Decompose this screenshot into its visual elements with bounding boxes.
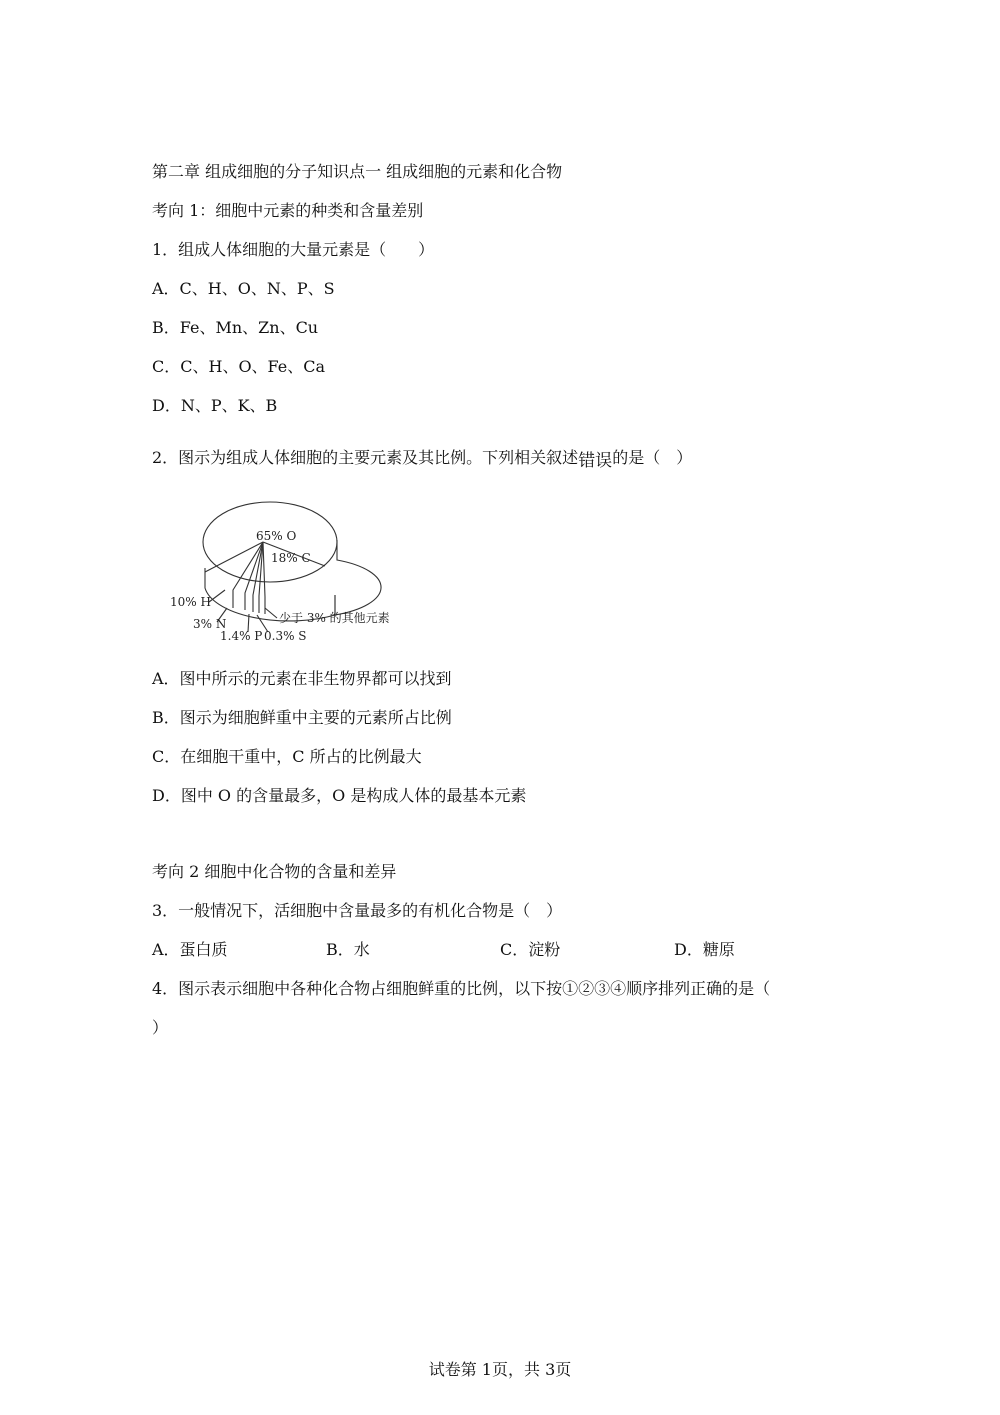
q2-option-a: A．图中所示的元素在非生物界都可以找到	[152, 669, 452, 688]
q1-option-d: D．N、P、K、B	[152, 396, 278, 415]
q1-option-a: A．C、H、O、N、P、S	[152, 279, 335, 298]
q4-stem: 4．图示表示细胞中各种化合物占细胞鲜重的比例，以下按①②③④顺序排列正确的是（	[152, 979, 771, 998]
q2-stem	[152, 448, 693, 471]
q3-option-c: C．淀粉	[500, 940, 561, 959]
slice-boundary-other-2	[263, 542, 265, 614]
q4-stem-continuation: ）	[152, 1018, 169, 1037]
leader-h	[209, 590, 225, 602]
q2-option-b: B．图示为细胞鲜重中主要的元素所占比例	[152, 708, 452, 727]
q2-option-d: D．图中 O 的含量最多，O 是构成人体的最基本元素	[152, 786, 527, 805]
q1-option-c: C．C、H、O、Fe、Ca	[152, 357, 326, 376]
q3-option-b: B．水	[326, 940, 370, 959]
element-pie-chart	[165, 500, 405, 650]
q3-option-a: A．蛋白质	[152, 940, 228, 959]
pie-right-side	[335, 540, 381, 615]
q2-option-c: C．在细胞干重中，C 所占的比例最大	[152, 747, 422, 766]
label-s: 0.3% S	[264, 629, 307, 643]
q1-stem: 1．组成人体细胞的大量元素是（ ）	[152, 240, 435, 259]
section-title-1: 考向 1：细胞中元素的种类和含量差别	[152, 201, 424, 220]
label-h: 10% H	[170, 595, 211, 609]
q2-stem-prefix: 2．图示为组成人体细胞的主要元素及其比例。下列相关叙述	[152, 448, 579, 467]
page-footer: 试卷第 1页，共 3页	[428, 1360, 572, 1379]
q3-stem: 3．一般情况下，活细胞中含量最多的有机化合物是（ ）	[152, 901, 563, 920]
q3-option-d: D．糖原	[674, 940, 735, 959]
label-o: 65% O	[256, 529, 297, 543]
label-n: 3% N	[193, 617, 227, 631]
label-other: 少于 3% 的其他元素	[279, 611, 390, 625]
q1-option-b: B．Fe、Mn、Zn、Cu	[152, 318, 319, 337]
chapter-heading: 第二章 组成细胞的分子知识点一 组成细胞的元素和化合物	[152, 162, 563, 181]
label-p: 1.4% P	[220, 629, 263, 643]
section-title-2: 考向 2 细胞中化合物的含量和差异	[152, 862, 397, 881]
q2-stem-suffix: 的是（ ）	[612, 448, 693, 467]
leader-other	[265, 608, 277, 618]
q2-stem-emphasis: 错误	[578, 451, 613, 471]
slice-boundary-s	[253, 542, 263, 612]
label-c: 18% C	[271, 551, 311, 565]
